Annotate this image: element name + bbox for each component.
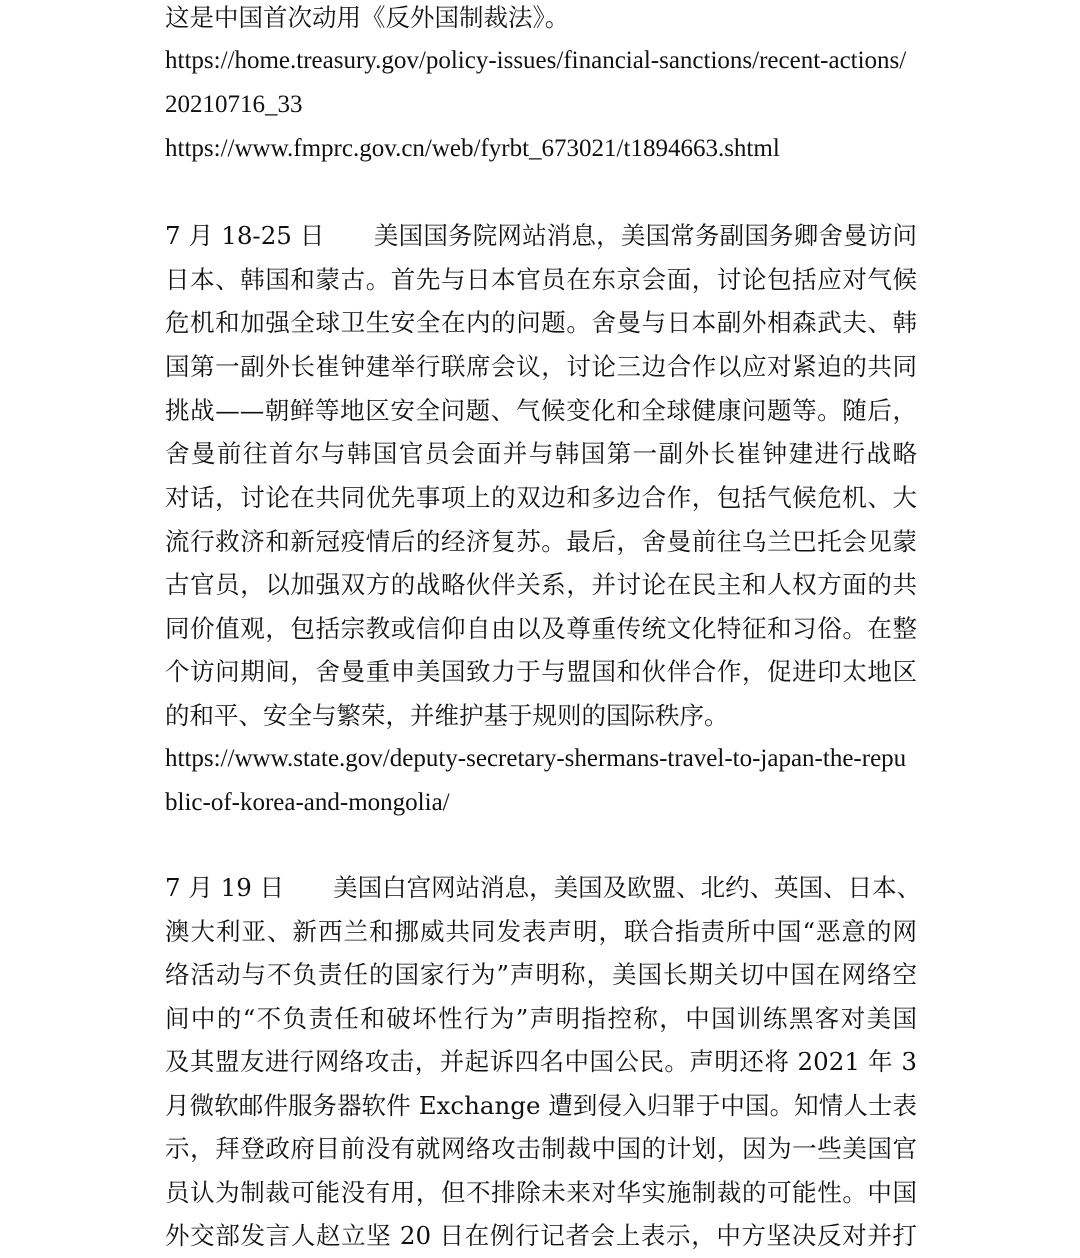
paragraph-line: 间中的“不负责任和破坏性行为”声明指控称，中国训练黑客对美国 <box>165 1004 917 1033</box>
paragraph-line: 国第一副外长崔钟建举行联席会议，讨论三边合作以应对紧迫的共同 <box>165 352 917 381</box>
reference-link[interactable]: 20210716_33 <box>165 91 303 118</box>
paragraph-line: 挑战——朝鲜等地区安全问题、气候变化和全球健康问题等。随后， <box>165 396 917 425</box>
paragraph-line: 络活动与不负责任的国家行为”声明称，美国长期关切中国在网络空 <box>165 960 917 989</box>
reference-link[interactable]: blic-of-korea-and-mongolia/ <box>165 789 450 816</box>
paragraph-line: 个访问期间，舍曼重申美国致力于与盟国和伙伴合作，促进印太地区 <box>165 657 917 686</box>
paragraph-line: 对话，讨论在共同优先事项上的双边和多边合作，包括气候危机、大 <box>165 483 917 512</box>
paragraph-line: 7 月 19 日 美国白宫网站消息，美国及欧盟、北约、英国、日本、 <box>165 873 922 902</box>
reference-link[interactable]: https://www.state.gov/deputy-secretary-shermans-travel-to-japan-the-repu <box>165 745 907 772</box>
paragraph-line: 员认为制裁可能没有用，但不排除未来对华实施制裁的可能性。中国 <box>165 1178 917 1207</box>
paragraph-line: 舍曼前往首尔与韩国官员会面并与韩国第一副外长崔钟建进行战略 <box>165 439 917 468</box>
paragraph-line: 危机和加强全球卫生安全在内的问题。舍曼与日本副外相森武夫、韩 <box>165 308 917 337</box>
paragraph-line: 7 月 18-25 日 美国国务院网站消息，美国常务副国务卿舍曼访问 <box>165 221 917 250</box>
paragraph-line: 澳大利亚、新西兰和挪威共同发表声明，联合指责所中国“恶意的网 <box>165 917 917 946</box>
paragraph-line: 流行救济和新冠疫情后的经济复苏。最后，舍曼前往乌兰巴托会见蒙 <box>165 527 917 556</box>
paragraph-line: 月微软邮件服务器软件 Exchange 遭到侵入归罪于中国。知情人士表 <box>165 1091 917 1120</box>
paragraph-line: 外交部发言人赵立坚 20 日在例行记者会上表示，中方坚决反对并打 <box>165 1221 917 1250</box>
paragraph-line: 古官员，以加强双方的战略伙伴关系，并讨论在民主和人权方面的共 <box>165 570 917 599</box>
reference-link[interactable]: https://home.treasury.gov/policy-issues/financial-sanctions/recent-actions/ <box>165 47 907 74</box>
paragraph-line: 这是中国首次动用《反外国制裁法》。 <box>165 3 570 32</box>
reference-link[interactable]: https://www.fmprc.gov.cn/web/fyrbt_673021/t1894663.shtml <box>165 135 780 162</box>
paragraph-line: 及其盟友进行网络攻击，并起诉四名中国公民。声明还将 2021 年 3 <box>165 1047 917 1076</box>
paragraph-line: 日本、韩国和蒙古。首先与日本官员在东京会面，讨论包括应对气候 <box>165 265 917 294</box>
paragraph-line: 示，拜登政府目前没有就网络攻击制裁中国的计划，因为一些美国官 <box>165 1134 917 1163</box>
paragraph-line: 的和平、安全与繁荣，并维护基于规则的国际秩序。 <box>165 701 729 730</box>
paragraph-line: 同价值观，包括宗教或信仰自由以及尊重传统文化特征和习俗。在整 <box>165 614 917 643</box>
